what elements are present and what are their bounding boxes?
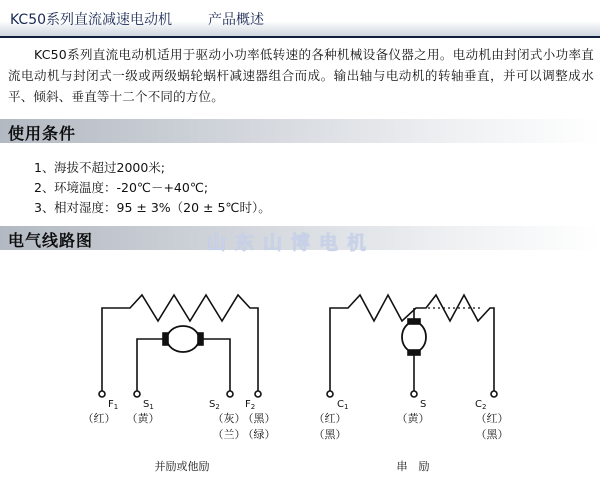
right-wire-colors — [314, 411, 509, 441]
condition-item — [34, 198, 271, 218]
wire-color-label: （黄） — [126, 412, 160, 425]
conditions-list — [34, 158, 271, 218]
terminal-s1 — [134, 391, 140, 397]
wire-color-label: （兰） — [212, 428, 246, 441]
condition-number: 3、 — [34, 200, 55, 215]
condition-text: 海拔不超过2000米; — [54, 160, 166, 175]
brush-top — [408, 319, 420, 324]
terminal-label: $F_2$ — [245, 399, 256, 411]
wire-color-label: （黑） — [475, 428, 509, 441]
terminal-label: $C_2$ — [475, 399, 487, 411]
conditions-heading: 使用条件 — [8, 124, 77, 143]
wire-color-label: （灰） — [212, 412, 246, 425]
terminal-s — [411, 391, 417, 397]
field-winding-left — [102, 295, 258, 391]
terminal-c1 — [327, 391, 333, 397]
brush-right — [198, 333, 203, 345]
condition-item — [34, 158, 271, 178]
wire-color-label: （黑） — [242, 412, 276, 425]
brush-left — [163, 333, 168, 345]
armature-lead-left — [137, 339, 166, 391]
right-diagram-caption: 串 励 — [396, 460, 430, 473]
series-field-winding — [330, 295, 494, 391]
wiring-heading: 电气线路图 — [8, 231, 94, 250]
condition-text: 相对湿度：95 ± 3%（20 ± 5℃时）。 — [54, 200, 271, 215]
armature-lead-right — [200, 339, 230, 391]
armature-left — [167, 326, 199, 352]
terminal-label: $S_2$ — [209, 399, 220, 411]
terminal-label: $F_1$ — [108, 399, 119, 411]
conditions-heading-band — [0, 119, 600, 143]
armature-right — [402, 322, 426, 352]
wire-color-label: （黄） — [396, 412, 430, 425]
series-circuit — [327, 295, 497, 397]
terminal-f1 — [99, 391, 105, 397]
left-wire-colors — [83, 411, 276, 441]
condition-text: 环境温度：-20℃－+40℃; — [54, 180, 209, 195]
terminal-f2 — [255, 391, 261, 397]
brush-bottom — [408, 350, 420, 355]
terminal-label: $S_1$ — [143, 399, 154, 411]
intro-paragraph: KC50系列直流电动机适用于驱动小功率低转速的各种机械设备仪器之用。电动机由封闭式小功率直流电动机与封闭式一级或两级蜗轮蜗杆减速器组合而成。输出轴与电动机的转轴垂直，并可以调整成水平、倾斜、垂直等十二个不同的方位。 — [8, 47, 594, 104]
condition-item — [34, 178, 271, 198]
wire-color-label: （黑） — [313, 428, 347, 441]
model-title: KC50系列直流减速电动机 — [10, 12, 173, 28]
right-terminal-labels — [337, 399, 486, 411]
terminal-label: S — [420, 399, 427, 410]
terminal-label: $C_1$ — [337, 399, 349, 411]
terminal-c2 — [491, 391, 497, 397]
condition-number: 1、 — [34, 160, 55, 175]
wire-color-label: （红） — [475, 412, 509, 425]
terminal-s2 — [227, 391, 233, 397]
wiring-diagram — [0, 250, 600, 480]
wire-color-label: （红） — [313, 412, 347, 425]
left-terminal-labels — [108, 399, 255, 411]
wire-color-label: （红） — [82, 412, 116, 425]
top-banner — [0, 0, 600, 38]
condition-number: 2、 — [34, 180, 55, 195]
left-diagram-caption: 并励或他励 — [154, 460, 210, 473]
wire-color-label: （绿） — [242, 428, 276, 441]
section-title: 产品概述 — [208, 12, 264, 28]
shunt-circuit — [99, 295, 261, 397]
watermark-text: 山东山博电机 — [207, 232, 376, 254]
